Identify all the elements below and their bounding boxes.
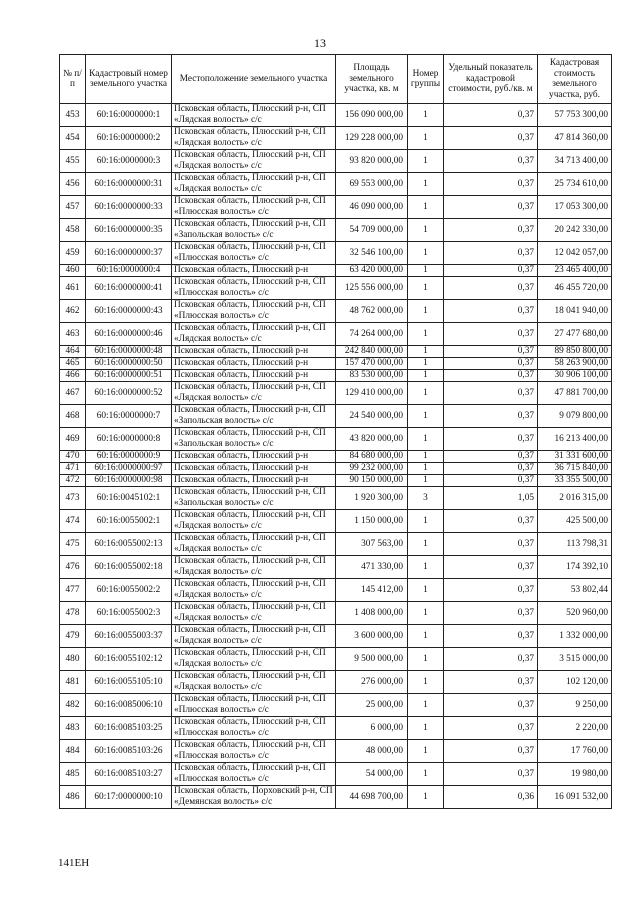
cell-location: Псковская область, Плюсский р-н [172,463,336,475]
cell-cadastral-cost: 12 042 057,00 [538,242,612,265]
header-location: Местоположение земельного участка [172,55,336,104]
cell-area: 471 330,00 [336,556,408,579]
cell-row-number: 471 [60,463,86,475]
cell-cadastral-number: 60:16:0000000:97 [86,463,172,475]
cell-cadastral-cost: 58 263 900,00 [538,358,612,370]
cell-rate: 0,37 [444,277,538,300]
table-row [60,625,612,648]
cell-row-number: 457 [60,196,86,219]
cell-rate: 0,37 [444,173,538,196]
cell-area: 9 500 000,00 [336,648,408,671]
cell-rate: 0,37 [444,382,538,405]
cell-group-number: 1 [408,510,444,533]
cell-location: Псковская область, Плюсский р-н, СП «Плюсская волость» с/с [172,300,336,323]
cell-cadastral-number: 60:16:0000000:4 [86,265,172,277]
cell-cadastral-cost: 17 760,00 [538,740,612,763]
cell-rate: 0,37 [444,196,538,219]
cell-row-number: 460 [60,265,86,277]
cell-location: Псковская область, Плюсский р-н, СП «Лядская волость» с/с [172,625,336,648]
cell-rate: 0,37 [444,648,538,671]
cell-cadastral-number: 60:16:0055003:37 [86,625,172,648]
cell-group-number: 1 [408,602,444,625]
cell-rate: 1,05 [444,487,538,510]
cell-row-number: 465 [60,358,86,370]
cell-cadastral-number: 60:16:0000000:7 [86,405,172,428]
cell-area: 24 540 000,00 [336,405,408,428]
cell-cadastral-number: 60:16:0000000:9 [86,451,172,463]
cell-area: 156 090 000,00 [336,104,408,127]
cell-cadastral-number: 60:16:0000000:48 [86,346,172,358]
table-row [60,463,612,475]
cell-cadastral-cost: 19 980,00 [538,763,612,786]
cell-location: Псковская область, Плюсский р-н, СП «Лядская волость» с/с [172,671,336,694]
cell-group-number: 1 [408,150,444,173]
table-row [60,242,612,265]
cell-area: 63 420 000,00 [336,265,408,277]
cell-cadastral-number: 60:16:0055002:3 [86,602,172,625]
cell-location: Псковская область, Плюсский р-н, СП «Плюсская волость» с/с [172,242,336,265]
table-row [60,277,612,300]
cell-location: Псковская область, Плюсский р-н, СП «Плюсская волость» с/с [172,763,336,786]
cell-row-number: 483 [60,717,86,740]
table-row [60,533,612,556]
cell-cadastral-number: 60:16:0000000:31 [86,173,172,196]
table-row [60,219,612,242]
table-row [60,358,612,370]
cell-rate: 0,37 [444,323,538,346]
table-row [60,173,612,196]
cell-location: Псковская область, Плюсский р-н, СП «Лядская волость» с/с [172,173,336,196]
cell-group-number: 1 [408,104,444,127]
cell-location: Псковская область, Плюсский р-н, СП «Плюсская волость» с/с [172,277,336,300]
cell-cadastral-number: 60:16:0055002:2 [86,579,172,602]
cell-cadastral-number: 60:16:0000000:46 [86,323,172,346]
cell-area: 3 600 000,00 [336,625,408,648]
cell-row-number: 459 [60,242,86,265]
page-number: 13 [314,36,326,50]
cell-row-number: 486 [60,786,86,809]
table-row [60,510,612,533]
cell-row-number: 455 [60,150,86,173]
cell-rate: 0,37 [444,346,538,358]
table-row [60,346,612,358]
cell-rate: 0,37 [444,579,538,602]
cell-row-number: 456 [60,173,86,196]
cell-location: Псковская область, Плюсский р-н [172,451,336,463]
cell-area: 242 840 000,00 [336,346,408,358]
cell-cadastral-cost: 9 250,00 [538,694,612,717]
cell-row-number: 461 [60,277,86,300]
cell-rate: 0,37 [444,763,538,786]
cell-row-number: 468 [60,405,86,428]
cell-cadastral-number: 60:16:0085006:10 [86,694,172,717]
cell-cadastral-cost: 47 814 360,00 [538,127,612,150]
cell-cadastral-number: 60:16:0000000:52 [86,382,172,405]
cell-area: 44 698 700,00 [336,786,408,809]
cell-cadastral-cost: 34 713 400,00 [538,150,612,173]
cell-group-number: 1 [408,451,444,463]
cell-cadastral-number: 60:16:0000000:43 [86,300,172,323]
cell-cadastral-cost: 16 213 400,00 [538,428,612,451]
table-row [60,405,612,428]
cell-cadastral-cost: 520 960,00 [538,602,612,625]
cell-rate: 0,37 [444,451,538,463]
cell-rate: 0,37 [444,104,538,127]
table-row [60,487,612,510]
cell-location: Псковская область, Плюсский р-н, СП «Запольская волость» с/с [172,428,336,451]
cell-rate: 0,37 [444,556,538,579]
cell-cadastral-number: 60:16:0000000:2 [86,127,172,150]
cell-row-number: 454 [60,127,86,150]
cell-group-number: 1 [408,648,444,671]
cell-area: 1 920 300,00 [336,487,408,510]
cell-rate: 0,37 [444,694,538,717]
cell-group-number: 1 [408,556,444,579]
cell-group-number: 1 [408,625,444,648]
cell-area: 43 820 000,00 [336,428,408,451]
cell-row-number: 485 [60,763,86,786]
cell-row-number: 477 [60,579,86,602]
cell-location: Псковская область, Плюсский р-н, СП «Лядская волость» с/с [172,556,336,579]
cell-group-number: 1 [408,127,444,150]
cell-cadastral-number: 60:16:0000000:51 [86,370,172,382]
cell-rate: 0,37 [444,625,538,648]
cell-row-number: 470 [60,451,86,463]
cell-location: Псковская область, Плюсский р-н, СП «Запольская волость» с/с [172,405,336,428]
cell-cadastral-cost: 20 242 330,00 [538,219,612,242]
cell-group-number: 1 [408,323,444,346]
cell-rate: 0,37 [444,740,538,763]
cell-area: 93 820 000,00 [336,150,408,173]
cell-row-number: 484 [60,740,86,763]
cell-cadastral-cost: 27 477 680,00 [538,323,612,346]
cell-cadastral-number: 60:16:0085103:26 [86,740,172,763]
cell-cadastral-number: 60:16:0000000:35 [86,219,172,242]
cell-cadastral-number: 60:16:0000000:33 [86,196,172,219]
cell-rate: 0,37 [444,510,538,533]
cell-cadastral-cost: 46 455 720,00 [538,277,612,300]
cell-row-number: 466 [60,370,86,382]
cell-area: 48 762 000,00 [336,300,408,323]
cell-area: 157 470 000,00 [336,358,408,370]
cell-cadastral-number: 60:16:0000000:50 [86,358,172,370]
cell-row-number: 479 [60,625,86,648]
table-row [60,602,612,625]
cell-location: Псковская область, Плюсский р-н [172,370,336,382]
cell-rate: 0,37 [444,428,538,451]
cell-cadastral-cost: 9 079 800,00 [538,405,612,428]
cell-location: Псковская область, Порховский р-н, СП «Демянская волость» с/с [172,786,336,809]
cell-cadastral-cost: 53 802,44 [538,579,612,602]
cell-cadastral-number: 60:16:0055002:13 [86,533,172,556]
cell-cadastral-number: 60:16:0045102:1 [86,487,172,510]
cell-group-number: 1 [408,533,444,556]
cell-cadastral-cost: 102 120,00 [538,671,612,694]
cell-group-number: 1 [408,786,444,809]
cell-row-number: 480 [60,648,86,671]
table-row [60,370,612,382]
cell-rate: 0,37 [444,671,538,694]
cell-location: Псковская область, Плюсский р-н, СП «Лядская волость» с/с [172,382,336,405]
cell-location: Псковская область, Плюсский р-н, СП «Лядская волость» с/с [172,150,336,173]
cell-rate: 0,37 [444,150,538,173]
cell-group-number: 1 [408,173,444,196]
table-row [60,104,612,127]
cell-cadastral-number: 60:16:0000000:1 [86,104,172,127]
cell-area: 54 000,00 [336,763,408,786]
cell-area: 90 150 000,00 [336,475,408,487]
cell-group-number: 1 [408,405,444,428]
cell-row-number: 478 [60,602,86,625]
table-row [60,717,612,740]
cell-cadastral-number: 60:16:0000000:37 [86,242,172,265]
cell-cadastral-cost: 425 500,00 [538,510,612,533]
cell-area: 125 556 000,00 [336,277,408,300]
table-row [60,382,612,405]
cell-area: 84 680 000,00 [336,451,408,463]
cell-location: Псковская область, Плюсский р-н, СП «Запольская волость» с/с [172,219,336,242]
footer-code: 141ЕН [58,857,90,869]
cell-rate: 0,37 [444,602,538,625]
cell-area: 48 000,00 [336,740,408,763]
table-row [60,196,612,219]
cell-cadastral-cost: 2 016 315,00 [538,487,612,510]
table-row [60,648,612,671]
cell-location: Псковская область, Плюсский р-н, СП «Лядская волость» с/с [172,533,336,556]
cell-group-number: 1 [408,242,444,265]
cell-cadastral-number: 60:16:0000000:8 [86,428,172,451]
cell-location: Псковская область, Плюсский р-н, СП «Лядская волость» с/с [172,648,336,671]
cell-rate: 0,37 [444,300,538,323]
cell-group-number: 1 [408,382,444,405]
header-num: № п/п [60,55,86,104]
cell-row-number: 463 [60,323,86,346]
cell-row-number: 462 [60,300,86,323]
cell-cadastral-cost: 23 465 400,00 [538,265,612,277]
cell-group-number: 1 [408,579,444,602]
cell-cadastral-cost: 174 392,10 [538,556,612,579]
cell-group-number: 1 [408,358,444,370]
cell-group-number: 1 [408,428,444,451]
cell-cadastral-cost: 113 798,31 [538,533,612,556]
cell-group-number: 1 [408,370,444,382]
cell-rate: 0,37 [444,405,538,428]
table-row [60,150,612,173]
cell-group-number: 1 [408,694,444,717]
cell-cadastral-cost: 25 734 610,00 [538,173,612,196]
cell-cadastral-cost: 36 715 840,00 [538,463,612,475]
cell-rate: 0,37 [444,370,538,382]
cell-area: 6 000,00 [336,717,408,740]
cell-cadastral-cost: 57 753 300,00 [538,104,612,127]
cell-area: 83 530 000,00 [336,370,408,382]
table-row [60,265,612,277]
table-row [60,740,612,763]
cell-cadastral-cost: 89 850 800,00 [538,346,612,358]
header-cadastral-number: Кадастровый номер земельного участка [86,55,172,104]
cell-location: Псковская область, Плюсский р-н, СП «Лядская волость» с/с [172,323,336,346]
cell-rate: 0,37 [444,717,538,740]
cell-location: Псковская область, Плюсский р-н, СП «Лядская волость» с/с [172,510,336,533]
cell-rate: 0,37 [444,242,538,265]
cell-rate: 0,37 [444,219,538,242]
cell-area: 1 150 000,00 [336,510,408,533]
cell-cadastral-cost: 31 331 600,00 [538,451,612,463]
cell-area: 145 412,00 [336,579,408,602]
table-row [60,671,612,694]
cell-group-number: 1 [408,277,444,300]
cell-location: Псковская область, Плюсский р-н, СП «Лядская волость» с/с [172,602,336,625]
cell-group-number: 1 [408,346,444,358]
cell-cadastral-number: 60:16:0055002:1 [86,510,172,533]
cell-location: Псковская область, Плюсский р-н, СП «Плюсская волость» с/с [172,717,336,740]
cell-rate: 0,37 [444,533,538,556]
cell-cadastral-cost: 3 515 000,00 [538,648,612,671]
cell-row-number: 476 [60,556,86,579]
cell-location: Псковская область, Плюсский р-н, СП «Лядская волость» с/с [172,104,336,127]
cell-group-number: 1 [408,763,444,786]
cell-row-number: 458 [60,219,86,242]
cell-rate: 0,36 [444,786,538,809]
cell-rate: 0,37 [444,475,538,487]
table-row [60,579,612,602]
cell-area: 307 563,00 [336,533,408,556]
cell-cadastral-cost: 47 881 700,00 [538,382,612,405]
cell-rate: 0,37 [444,127,538,150]
cell-row-number: 473 [60,487,86,510]
cell-row-number: 472 [60,475,86,487]
header-cost: Кадастровая стоимость земельного участка, руб. [538,55,612,104]
cell-row-number: 464 [60,346,86,358]
cell-group-number: 1 [408,219,444,242]
table-row [60,428,612,451]
cell-area: 46 090 000,00 [336,196,408,219]
cell-cadastral-number: 60:16:0055105:10 [86,671,172,694]
cell-location: Псковская область, Плюсский р-н, СП «Плюсская волость» с/с [172,740,336,763]
table-row [60,786,612,809]
cell-area: 99 232 000,00 [336,463,408,475]
cell-area: 129 228 000,00 [336,127,408,150]
cell-row-number: 481 [60,671,86,694]
cell-rate: 0,37 [444,463,538,475]
table-row [60,323,612,346]
cell-group-number: 1 [408,265,444,277]
cell-cadastral-cost: 1 332 000,00 [538,625,612,648]
cell-row-number: 467 [60,382,86,405]
cell-rate: 0,37 [444,358,538,370]
cell-cadastral-number: 60:16:0055102:12 [86,648,172,671]
cell-area: 276 000,00 [336,671,408,694]
cell-cadastral-number: 60:16:0085103:25 [86,717,172,740]
cell-group-number: 1 [408,671,444,694]
cell-group-number: 1 [408,717,444,740]
cell-cadastral-cost: 18 041 940,00 [538,300,612,323]
cell-row-number: 482 [60,694,86,717]
cell-group-number: 1 [408,196,444,219]
cell-cadastral-cost: 16 091 532,00 [538,786,612,809]
cell-location: Псковская область, Плюсский р-н [172,346,336,358]
cell-location: Псковская область, Плюсский р-н, СП «Запольская волость» с/с [172,487,336,510]
cell-group-number: 1 [408,475,444,487]
header-group: Номер группы [408,55,444,104]
cell-cadastral-cost: 33 355 500,00 [538,475,612,487]
table-row [60,451,612,463]
cell-cadastral-number: 60:16:0000000:41 [86,277,172,300]
table-row [60,127,612,150]
table-header-row [60,55,612,104]
cell-row-number: 469 [60,428,86,451]
cell-cadastral-number: 60:17:0000000:10 [86,786,172,809]
cell-cadastral-number: 60:16:0085103:27 [86,763,172,786]
cell-area: 1 408 000,00 [336,602,408,625]
cell-group-number: 1 [408,740,444,763]
cell-area: 32 546 100,00 [336,242,408,265]
cell-row-number: 453 [60,104,86,127]
cell-area: 129 410 000,00 [336,382,408,405]
header-area: Площадь земельного участка, кв. м [336,55,408,104]
table-row [60,300,612,323]
cell-area: 69 553 000,00 [336,173,408,196]
cell-location: Псковская область, Плюсский р-н [172,265,336,277]
cell-area: 25 000,00 [336,694,408,717]
cell-row-number: 474 [60,510,86,533]
cell-location: Псковская область, Плюсский р-н [172,358,336,370]
cell-group-number: 1 [408,463,444,475]
cell-rate: 0,37 [444,265,538,277]
cell-cadastral-number: 60:16:0000000:3 [86,150,172,173]
cell-cadastral-cost: 17 053 300,00 [538,196,612,219]
cell-location: Псковская область, Плюсский р-н [172,475,336,487]
table-row [60,556,612,579]
header-rate: Удельный показатель кадастровой стоимости, руб./кв. м [444,55,538,104]
cell-location: Псковская область, Плюсский р-н, СП «Лядская волость» с/с [172,127,336,150]
cadastral-value-table [59,54,612,809]
cell-cadastral-cost: 30 906 100,00 [538,370,612,382]
cell-row-number: 475 [60,533,86,556]
cell-cadastral-number: 60:16:0000000:98 [86,475,172,487]
cell-location: Псковская область, Плюсский р-н, СП «Плюсская волость» с/с [172,196,336,219]
cell-location: Псковская область, Плюсский р-н, СП «Лядская волость» с/с [172,579,336,602]
cell-cadastral-cost: 2 220,00 [538,717,612,740]
cell-area: 54 709 000,00 [336,219,408,242]
cell-location: Псковская область, Плюсский р-н, СП «Плюсская волость» с/с [172,694,336,717]
table-row [60,694,612,717]
cell-area: 74 264 000,00 [336,323,408,346]
cell-cadastral-number: 60:16:0055002:18 [86,556,172,579]
table-row [60,475,612,487]
cell-group-number: 1 [408,300,444,323]
table-row [60,763,612,786]
cell-group-number: 3 [408,487,444,510]
